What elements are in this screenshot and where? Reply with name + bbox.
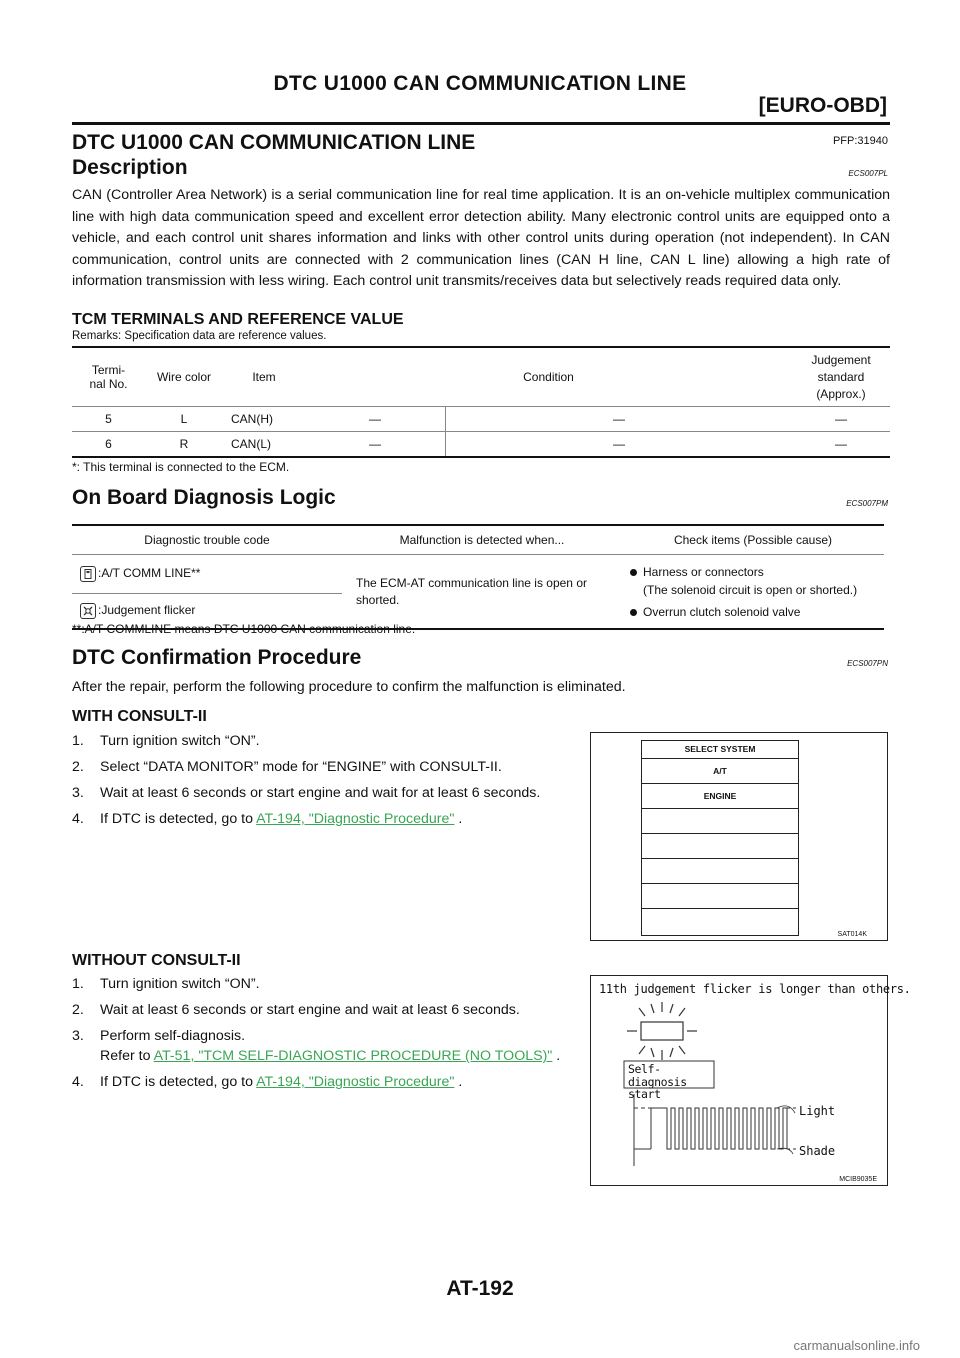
without-consult-steps <box>72 974 584 1098</box>
bullet-icon <box>630 609 637 616</box>
list-item: 3. Wait at least 6 seconds or start engine and wait for at least 6 seconds. <box>72 785 541 801</box>
th-condition: Condition <box>305 347 792 407</box>
system-item-at: A/T <box>642 759 798 784</box>
th-dtc: Diagnostic trouble code <box>72 525 342 555</box>
list-item: 3. Perform self-diagnosis. Refer to AT-51, "TCM SELF-DIAGNOSTIC PROCEDURE (NO TOOLS)" . <box>72 1028 561 1064</box>
page-header-tag: [EURO-OBD] <box>758 94 887 117</box>
th-wire-color: Wire color <box>145 347 223 407</box>
th-detected: Malfunction is detected when... <box>342 525 622 555</box>
tcm-note: *: This terminal is connected to the ECM. <box>72 460 290 474</box>
system-item-engine: ENGINE <box>642 784 798 809</box>
description-code: ECS007PL <box>848 169 888 178</box>
figure-code: SAT014K <box>837 931 867 938</box>
confirm-heading: DTC Confirmation Procedure <box>72 646 362 669</box>
list-item: 2. Wait at least 6 seconds or start engine and wait at least 6 seconds. <box>72 1002 520 1018</box>
dtc-consult-cell: :A/T COMM LINE** <box>72 555 342 594</box>
header-rule <box>72 122 890 125</box>
th-judgement: Judgement standard (Approx.) <box>792 347 890 407</box>
confirm-intro: After the repair, perform the following procedure to confirm the malfunction is eliminated. <box>72 679 626 695</box>
link-self-diagnostic-procedure[interactable]: AT-51, "TCM SELF-DIAGNOSTIC PROCEDURE (NO TOOLS)" <box>153 1048 553 1064</box>
system-item-empty <box>642 809 798 834</box>
select-system-figure <box>590 732 888 941</box>
obd-code: ECS007PM <box>846 499 888 508</box>
section-title: DTC U1000 CAN COMMUNICATION LINE <box>72 131 476 154</box>
self-diagnosis-start-label: Self-diagnosis start <box>628 1062 687 1101</box>
list-item: 4. If DTC is detected, go to AT-194, "Diagnostic Procedure" . <box>72 1074 463 1090</box>
flicker-figure <box>590 975 911 1186</box>
figure-code: MCIB9035E <box>839 1176 877 1183</box>
confirm-code: ECS007PN <box>847 659 888 668</box>
th-check: Check items (Possible cause) <box>622 525 884 555</box>
with-consult-heading: WITH CONSULT-II <box>72 708 207 725</box>
watermark: carmanualsonline.info <box>793 1338 920 1353</box>
link-diagnostic-procedure[interactable]: AT-194, "Diagnostic Procedure" <box>256 811 455 827</box>
link-diagnostic-procedure[interactable]: AT-194, "Diagnostic Procedure" <box>256 1074 455 1090</box>
pfp-code: PFP:31940 <box>832 135 888 147</box>
list-item: 2. Select “DATA MONITOR” mode for “ENGINE” with CONSULT-II. <box>72 759 502 775</box>
description-text: CAN (Controller Area Network) is a serial communication line for real time application. It is an on-vehicle multiplex communication line with high data communication speed and excellent error detection ability. Many electronic control units are equipped onto a vehicle, and each control unit shares information and links with other control units during operation (not independent). In CAN communication, control units are connected with 2 communication lines (CAN H line, CAN L line) allowing a high rate of information transmission with less wiring. Each control unit transmits/receives data but selectively reads required data only. <box>72 187 890 289</box>
th-item: Item <box>223 347 305 407</box>
select-system-screen <box>641 740 799 936</box>
th-terminal: Termi- nal No. <box>72 347 145 407</box>
list-item: 1. Turn ignition switch “ON”. <box>72 976 260 992</box>
list-item: 1. Turn ignition switch “ON”. <box>72 733 260 749</box>
description-heading: Description <box>72 156 188 179</box>
tcm-table <box>72 346 890 458</box>
light-label: Light <box>799 1104 836 1118</box>
screen-title: SELECT SYSTEM <box>642 741 798 759</box>
table-row: 5 L CAN(H) — — — <box>72 407 890 432</box>
check-cell: Harness or connectors (The solenoid circuit is open or shorted.) Overrun clutch solenoid valve <box>622 555 884 630</box>
system-item-empty <box>642 859 798 884</box>
tcm-heading: TCM TERMINALS AND REFERENCE VALUE <box>72 311 404 328</box>
obd-note: **:A/T COMMLINE means DTC U1000 CAN communication line. <box>72 622 416 636</box>
shade-label: Shade <box>799 1144 836 1158</box>
dtc-flicker-cell: :Judgement flicker <box>72 594 342 630</box>
detected-cell: The ECM-AT communication line is open or shorted. <box>342 555 622 630</box>
bullet-icon <box>630 569 637 576</box>
without-consult-heading: WITHOUT CONSULT-II <box>72 952 241 969</box>
tcm-remarks: Remarks: Specification data are reference values. <box>72 330 327 342</box>
consult-icon <box>80 566 96 582</box>
obd-heading: On Board Diagnosis Logic <box>72 486 336 509</box>
list-item: 4. If DTC is detected, go to AT-194, "Diagnostic Procedure" . <box>72 811 463 827</box>
page-header-title: DTC U1000 CAN COMMUNICATION LINE <box>273 72 687 95</box>
flicker-icon <box>80 603 96 619</box>
with-consult-steps <box>72 731 584 835</box>
obd-table <box>72 524 884 630</box>
flicker-caption: 11th judgement flicker is longer than others. <box>599 982 911 996</box>
table-row: 6 R CAN(L) — — — <box>72 432 890 458</box>
page-number: AT-192 <box>446 1277 514 1300</box>
system-item-empty <box>642 884 798 909</box>
system-item-empty <box>642 834 798 859</box>
